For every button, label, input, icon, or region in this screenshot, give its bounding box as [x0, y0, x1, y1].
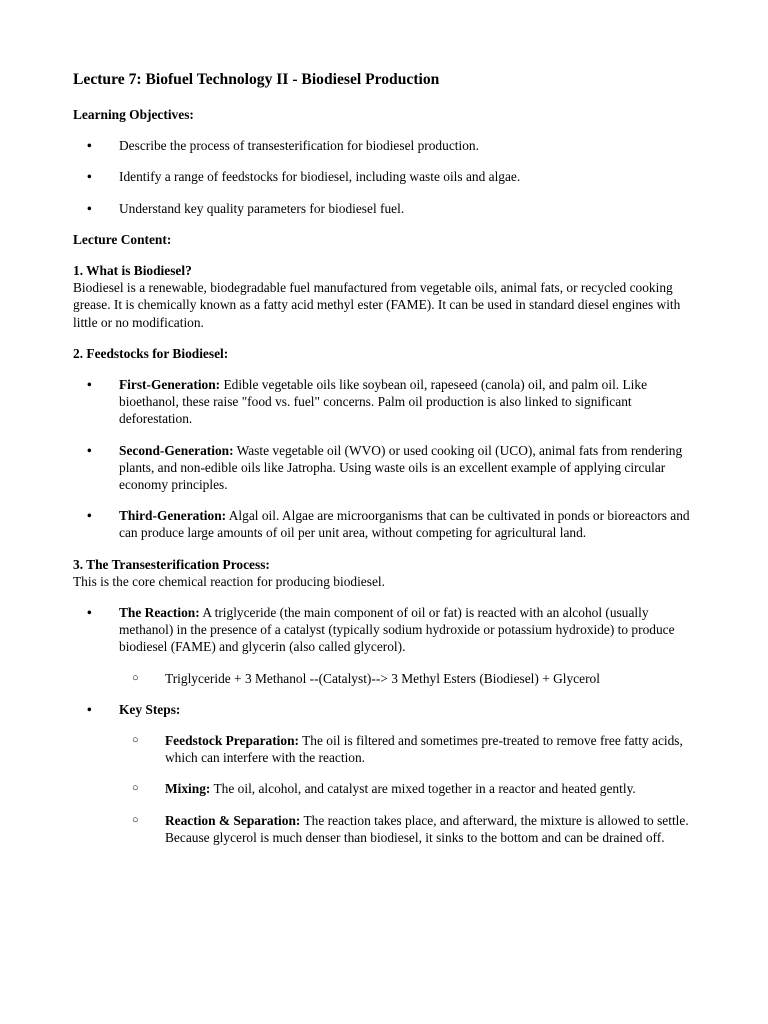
section-transesterification [73, 556, 698, 590]
list-item [73, 507, 698, 541]
circle-bullet-icon: ○ [132, 734, 139, 747]
objectives-list [73, 137, 698, 217]
list-item [119, 780, 698, 797]
circle-bullet-icon: ○ [132, 782, 139, 795]
bullet-icon: • [87, 377, 92, 393]
section-what-is-biodiesel [73, 262, 698, 331]
document-page [73, 70, 698, 860]
steps-list [119, 732, 698, 846]
content-heading: Lecture Content: [73, 231, 172, 247]
step-text: The oil is filtered and sometimes pre-treated to remove free fatty acids, which can interfere with the reaction. [165, 733, 683, 766]
list-item [73, 376, 698, 428]
circle-bullet-icon: ○ [132, 671, 139, 684]
section-heading-feedstocks: 2. Feedstocks for Biodiesel: [73, 345, 229, 361]
section-paragraph: This is the core chemical reaction for producing biodiesel. [73, 573, 385, 589]
process-list [73, 604, 698, 846]
step-text: The oil, alcohol, and catalyst are mixed together in a reactor and heated gently. [210, 781, 636, 797]
page-title: Lecture 7: Biofuel Technology II - Biodiesel Production [73, 71, 440, 88]
objectives-heading: Learning Objectives: [73, 107, 194, 122]
bullet-icon: • [87, 442, 92, 458]
item-text: Waste vegetable oil (WVO) or used cooking oil (UCO), animal fats from rendering plants, and non-edible oils like Jatropha. Using waste oils is an excellent example of applying circular economy principles. [119, 442, 683, 493]
step-label: Feedstock Preparation: [165, 733, 300, 749]
list-item [73, 200, 698, 217]
list-item [119, 812, 698, 846]
step-label: Reaction & Separation: [165, 812, 301, 828]
item-text: Algal oil. Algae are microorganisms that can be cultivated in ponds or bioreactors and can produce large amounts of oil per unit area, without competing for agricultural land. [119, 508, 690, 541]
step-label: Mixing: [165, 781, 211, 797]
bullet-icon: • [87, 200, 92, 216]
reaction-equation: Triglyceride + 3 Methanol --(Catalyst)--> 3 Methyl Esters (Biodiesel) + Glycerol [165, 670, 600, 686]
item-label: Third-Generation: [119, 508, 227, 524]
list-item [73, 442, 698, 494]
objective-text: Understand key quality parameters for biodiesel fuel. [119, 200, 405, 216]
objective-text: Identify a range of feedstocks for biodiesel, including waste oils and algae. [119, 169, 521, 185]
circle-bullet-icon: ○ [132, 813, 139, 826]
equation-list [119, 670, 698, 687]
section-heading: 1. What is Biodiesel? [73, 263, 192, 279]
item-label: First-Generation: [119, 377, 221, 393]
bullet-icon: • [87, 701, 92, 717]
item-label: Key Steps: [119, 701, 181, 717]
item-text: Edible vegetable oils like soybean oil, rapeseed (canola) oil, and palm oil. Like bioethanol, these raise "food vs. fuel" concerns. Palm oil production is also linked to significant deforestation. [119, 377, 648, 427]
section-paragraph: Biodiesel is a renewable, biodegradable fuel manufactured from vegetable oils, animal fats, or recycled cooking grease. It is chemically known as a fatty acid methyl ester (FAME). It can be used in standard diesel engines with little or no modification. [73, 280, 681, 330]
list-item [73, 168, 698, 185]
bullet-icon: • [87, 508, 92, 524]
list-item [73, 604, 698, 687]
list-item [73, 137, 698, 154]
item-text: A triglyceride (the main component of oil or fat) is reacted with an alcohol (usually methanol) in the presence of a catalyst (typically sodium hydroxide or potassium hydroxide) to produce biodiesel (FAME) and glycerin (also called glycerol). [119, 605, 675, 655]
bullet-icon: • [87, 605, 92, 621]
list-item [119, 732, 698, 766]
bullet-icon: • [87, 138, 92, 154]
item-label: Second-Generation: [119, 442, 234, 458]
list-item [119, 670, 698, 687]
step-text: The reaction takes place, and afterward, the mixture is allowed to settle. Because glycerol is much denser than biodiesel, it sinks to the bottom and can be drained off. [165, 812, 689, 845]
section-heading: 3. The Transesterification Process: [73, 556, 270, 572]
feedstocks-list [73, 376, 698, 542]
item-label: The Reaction: [119, 605, 200, 621]
list-item [73, 701, 698, 846]
bullet-icon: • [87, 169, 92, 185]
objective-text: Describe the process of transesterification for biodiesel production. [119, 138, 479, 154]
